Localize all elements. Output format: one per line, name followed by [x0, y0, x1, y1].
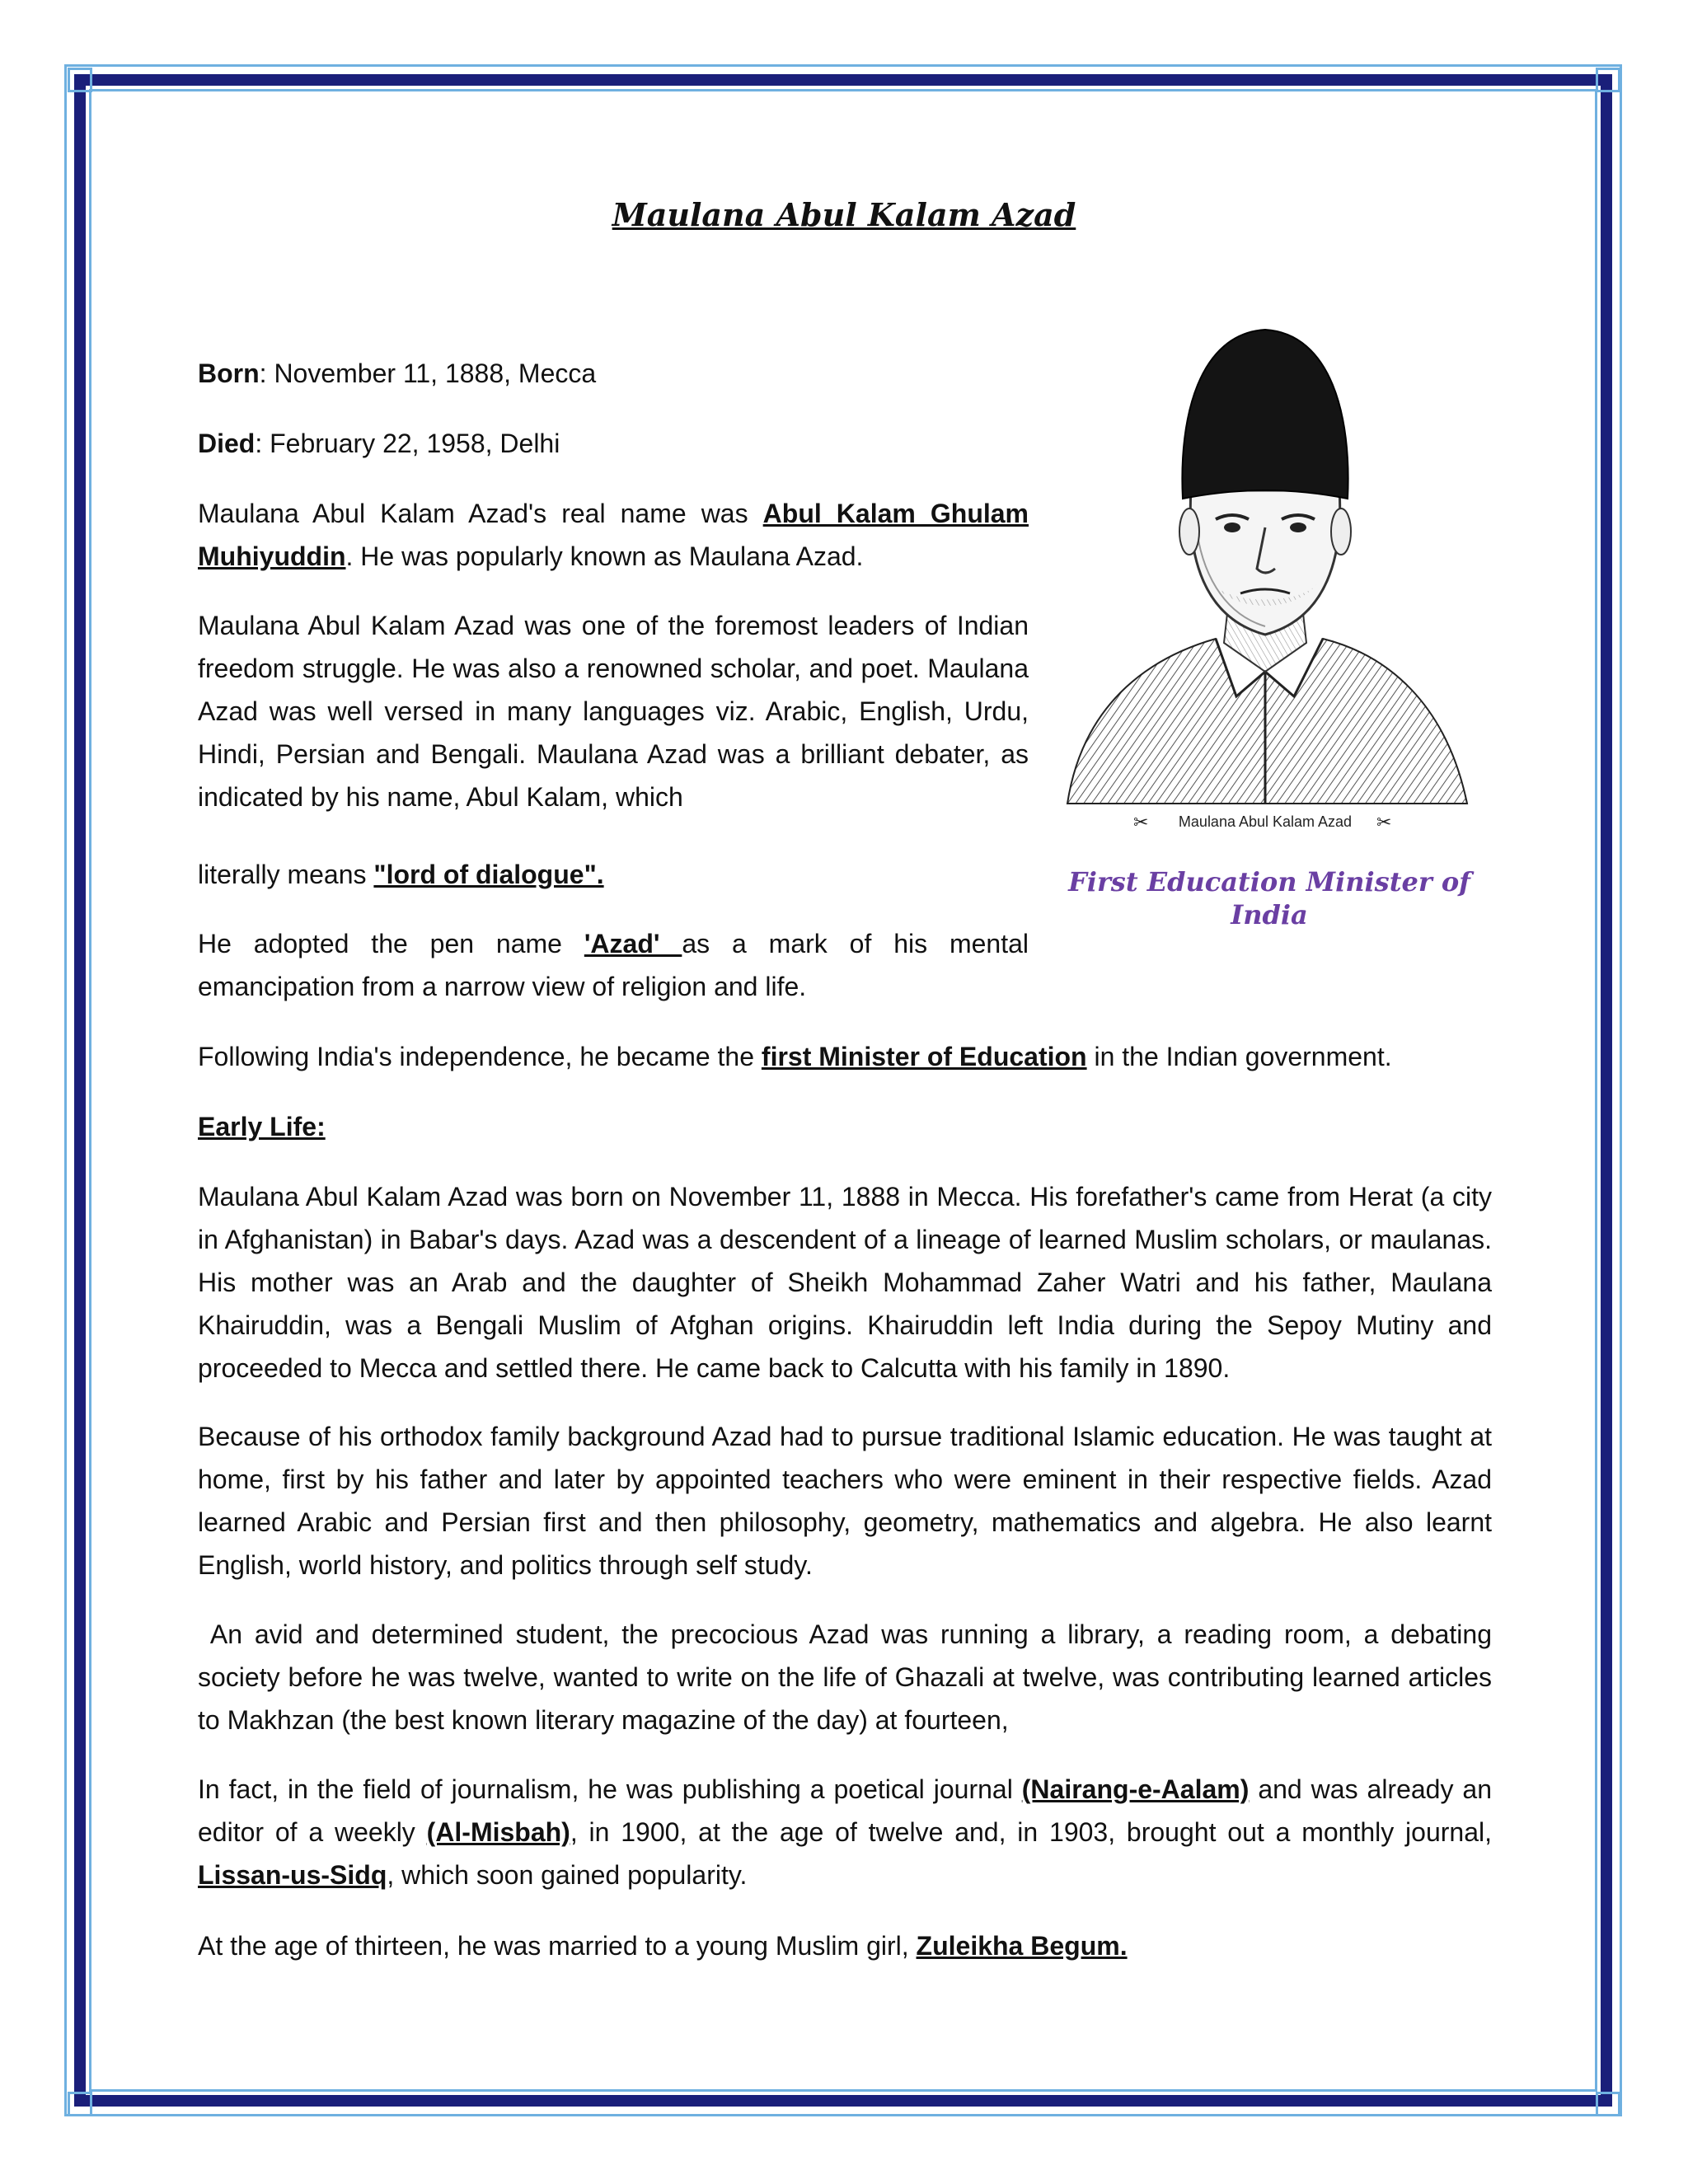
- text-run: and was already an editor of a weekly: [198, 1774, 1493, 1847]
- text-run: as a mark of his mental emancipation from a narrow view of religion and life.: [198, 929, 1029, 1001]
- al-misbah: (Al-Misbah): [426, 1817, 570, 1847]
- portrait-label: Maulana Abul Kalam Azad: [1178, 813, 1353, 830]
- text-run: , in 1900, at the age of twelve and, in 1903, brought out a monthly journal,: [570, 1817, 1493, 1847]
- lissan-us-sidq: Lissan-us-Sidq: [198, 1860, 387, 1890]
- text-run: In fact, in the field of journalism, he was publishing a poetical journal: [198, 1774, 1022, 1804]
- nairang-e-aalam: (Nairang-e-Aalam): [1021, 1774, 1250, 1804]
- lord-of-dialogue: "lord of dialogue".: [373, 860, 604, 889]
- text-run: At the age of thirteen, he was married to a young Muslim girl,: [198, 1931, 917, 1961]
- corner-ornament: [1596, 2092, 1620, 2116]
- text-run: , which soon gained popularity.: [387, 1860, 748, 1890]
- early-life-paragraph-2: Because of his orthodox family background Azad had to pursue traditional Islamic education. He was taught at home, first by his father and later by appointed teachers who were eminent in their respective fields. Azad learned Arabic and Persian first and then philosophy, geometry, mathematics and algebra. He also learnt English, world history, and politics through self study.: [198, 1422, 1492, 1580]
- real-name-paragraph: [198, 492, 1029, 578]
- text-run: literally means: [198, 860, 374, 889]
- text-run: Maulana Abul Kalam Azad was one of the foremost leaders of Indian freedom struggle. He was also a renowned scholar, and poet. Maulana Azad was well versed in many languages viz. Arabic, English, Urdu, Hindi, Persian and Bengali. Maulana Azad was a brilliant debater, as indicated by his name, Abul Kalam, which: [198, 611, 1029, 812]
- leaf-ornament-icon: ✂: [1133, 813, 1149, 833]
- corner-ornament: [68, 2092, 92, 2116]
- corner-ornament: [1596, 68, 1620, 92]
- born-value: : November 11, 1888, Mecca: [259, 359, 597, 388]
- first-minister-of-education: first Minister of Education: [761, 1042, 1087, 1071]
- portrait-sketch: [1059, 309, 1471, 837]
- born-label: Born: [198, 359, 260, 388]
- leaf-ornament-icon: ✂: [1376, 813, 1392, 833]
- portrait-caption: First Education Minister of India: [1068, 866, 1470, 930]
- text-run: Following India's independence, he became the: [198, 1042, 762, 1071]
- marriage-line: [198, 1924, 1492, 1967]
- minister-line: [198, 1035, 1492, 1078]
- corner-ornament: [68, 68, 92, 92]
- born-line: [198, 352, 1022, 395]
- died-value: : February 22, 1958, Delhi: [255, 429, 560, 458]
- text-run: Maulana Abul Kalam Azad's real name was: [198, 499, 763, 528]
- pen-name: 'Azad': [584, 929, 682, 958]
- intro-paragraph: [198, 604, 1029, 818]
- died-label: Died: [198, 429, 256, 458]
- text-run: in the Indian government.: [1086, 1042, 1392, 1071]
- page-title: Maulana Abul Kalam Azad: [612, 196, 1076, 233]
- early-life-heading: Early Life:: [198, 1112, 326, 1141]
- real-name: Abul Kalam Ghulam Muhiyuddin: [198, 499, 1029, 571]
- text-run: He adopted the pen name: [198, 929, 584, 958]
- zuleikha-begum: Zuleikha Begum.: [916, 1931, 1128, 1961]
- early-life-paragraph-1: Maulana Abul Kalam Azad was born on November 11, 1888 in Mecca. His forefather's came from Herat (a city in Afghanistan) in Babar's days. Azad was a descendent of a lineage of learned Muslim scholars, or maulanas. His mother was an Arab and the daughter of Sheikh Mohammad Zaher Watri and his father, Maulana Khairuddin, was a Bengali Muslim of Afghan origins. Khairuddin left India during the Sepoy Mutiny and proceeded to Mecca and settled there. He came back to Calcutta with his family in 1890.: [198, 1182, 1492, 1383]
- pen-name-paragraph: [198, 922, 1029, 1008]
- journalism-paragraph: [198, 1768, 1492, 1896]
- lord-of-dialogue-line: [198, 853, 1029, 896]
- text-run: . He was popularly known as Maulana Azad.: [345, 541, 864, 571]
- died-line: [198, 422, 1022, 465]
- early-life-paragraph-3: An avid and determined student, the precocious Azad was running a library, a reading room, a debating society before he was twelve, wanted to write on the life of Ghazali at twelve, was contributing learned articles to Makhzan (the best known literary magazine of the day) at fourteen,: [198, 1619, 1499, 1735]
